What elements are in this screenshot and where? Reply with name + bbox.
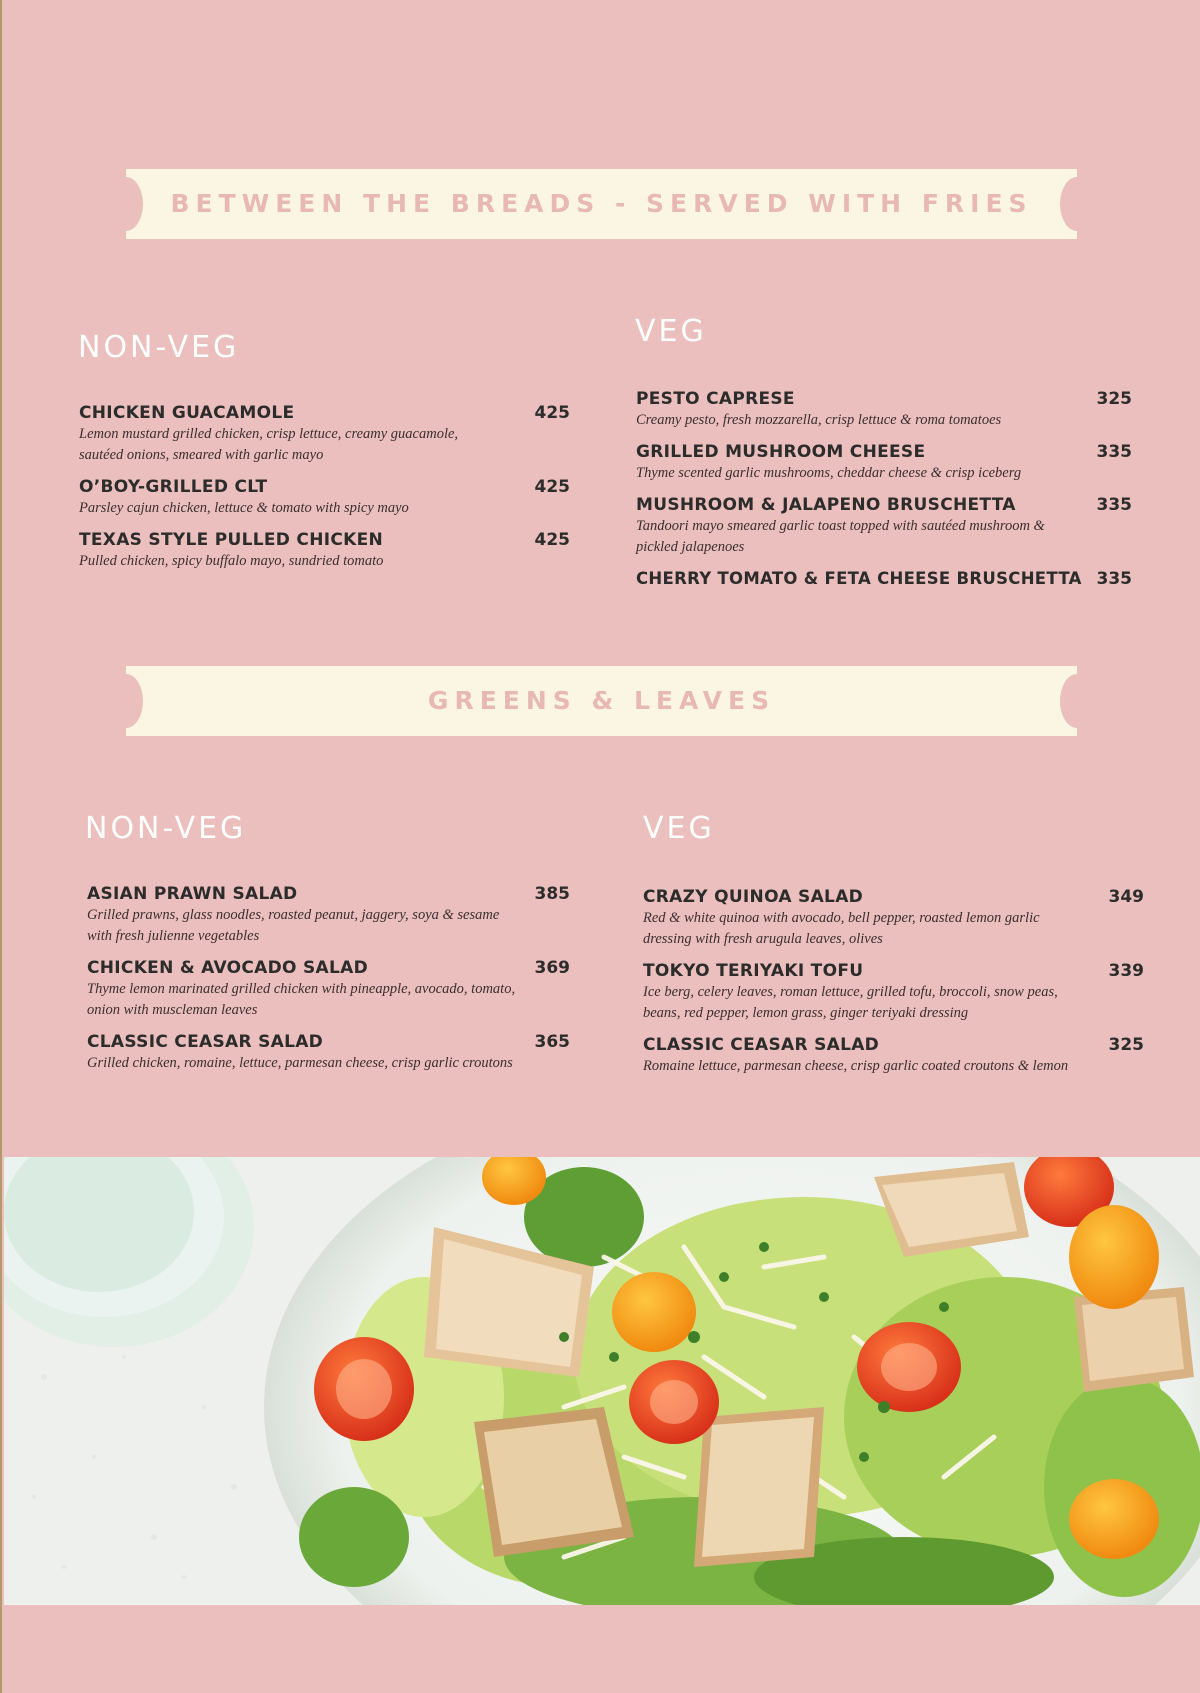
item-price: 385	[534, 884, 570, 904]
item-name: GRILLED MUSHROOM CHEESE	[636, 442, 926, 462]
item-description: Tandoori mayo smeared garlic toast topped with sautéed mushroom & pickled jalapenoes	[636, 518, 1045, 555]
item-price: 325	[1096, 389, 1132, 409]
item-price: 335	[1096, 495, 1132, 515]
breads-veg-heading: VEG	[635, 314, 707, 349]
item-name: O’BOY-GRILLED CLT	[79, 477, 268, 497]
menu-item	[79, 476, 570, 519]
menu-item	[636, 441, 1132, 484]
section-title-breads: BETWEEN THE BREADS - SERVED WITH FRIES	[170, 189, 1033, 218]
greens-veg-list	[643, 886, 1144, 1087]
greens-veg-heading: VEG	[643, 811, 715, 846]
item-description: Grilled chicken, romaine, lettuce, parmesan cheese, crisp garlic croutons	[87, 1055, 513, 1071]
item-price: 339	[1108, 961, 1144, 981]
breads-nonveg-list	[79, 402, 570, 582]
menu-item	[87, 957, 570, 1021]
item-description: Lemon mustard grilled chicken, crisp lettuce, creamy guacamole, sautéed onions, smeared with garlic mayo	[79, 426, 459, 463]
menu-item	[87, 1031, 570, 1074]
item-price: 425	[534, 477, 570, 497]
salad-illustration	[4, 1157, 1200, 1605]
item-price: 369	[534, 958, 570, 978]
item-name: CHICKEN GUACAMOLE	[79, 403, 295, 423]
item-description: Red & white quinoa with avocado, bell pepper, roasted lemon garlic dressing with fresh arugula leaves, olives	[643, 910, 1040, 947]
menu-item	[87, 883, 570, 947]
breads-veg-list	[636, 388, 1132, 600]
item-name: CLASSIC CEASAR SALAD	[87, 1032, 324, 1052]
item-name: TEXAS STYLE PULLED CHICKEN	[79, 530, 384, 550]
menu-item	[636, 568, 1132, 590]
item-name: CRAZY QUINOA SALAD	[643, 887, 864, 907]
item-name: CHICKEN & AVOCADO SALAD	[87, 958, 369, 978]
menu-item	[79, 529, 570, 572]
menu-item	[636, 388, 1132, 431]
item-description: Thyme scented garlic mushrooms, cheddar cheese & crisp iceberg	[636, 465, 1022, 481]
item-price: 335	[1096, 442, 1132, 462]
item-name: CHERRY TOMATO & FETA CHEESE BRUSCHETTA	[636, 569, 1082, 588]
item-price: 325	[1108, 1035, 1144, 1055]
menu-item	[636, 494, 1132, 558]
section-banner-breads	[126, 169, 1077, 239]
item-price: 365	[534, 1032, 570, 1052]
item-name: ASIAN PRAWN SALAD	[87, 884, 298, 904]
item-price: 335	[1096, 569, 1132, 589]
item-name: CLASSIC CEASAR SALAD	[643, 1035, 880, 1055]
item-description: Parsley cajun chicken, lettuce & tomato with spicy mayo	[79, 500, 409, 516]
item-price: 425	[534, 530, 570, 550]
salad-photo	[4, 1157, 1200, 1605]
item-description: Thyme lemon marinated grilled chicken with pineapple, avocado, tomato, onion with muscleman leaves	[87, 981, 516, 1018]
section-banner-greens	[126, 666, 1077, 736]
greens-nonveg-list	[87, 883, 570, 1084]
item-description: Pulled chicken, spicy buffalo mayo, sundried tomato	[79, 553, 384, 569]
item-name: TOKYO TERIYAKI TOFU	[643, 961, 864, 981]
item-description: Creamy pesto, fresh mozzarella, crisp lettuce & roma tomatoes	[636, 412, 1002, 428]
section-title-greens: GREENS & LEAVES	[427, 686, 776, 715]
menu-item	[79, 402, 570, 466]
item-name: MUSHROOM & JALAPENO BRUSCHETTA	[636, 495, 1016, 515]
item-price: 349	[1108, 887, 1144, 907]
menu-item	[643, 886, 1144, 950]
item-price: 425	[534, 403, 570, 423]
menu-item	[643, 1034, 1144, 1077]
item-description: Romaine lettuce, parmesan cheese, crisp garlic coated croutons & lemon	[643, 1058, 1069, 1074]
item-description: Ice berg, celery leaves, roman lettuce, grilled tofu, broccoli, snow peas, beans, red pepper, lemon grass, ginger teriyaki dressing	[643, 984, 1058, 1021]
item-description: Grilled prawns, glass noodles, roasted peanut, jaggery, soya & sesame with fresh julienne vegetables	[87, 907, 500, 944]
greens-nonveg-heading: NON-VEG	[85, 811, 247, 846]
item-name: PESTO CAPRESE	[636, 389, 795, 409]
menu-item	[643, 960, 1144, 1024]
breads-nonveg-heading: NON-VEG	[78, 330, 240, 365]
